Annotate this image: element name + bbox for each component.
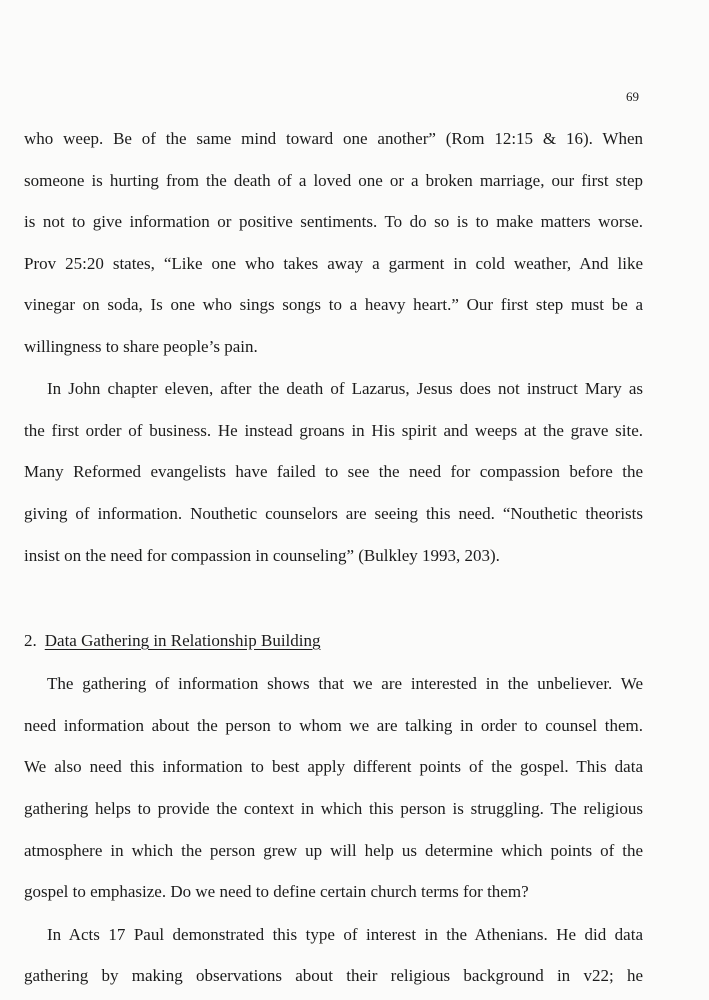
text-line: the first order of business. He instead groans in His spirit and weeps at the grave site. bbox=[24, 421, 643, 440]
text-line: gospel to emphasize. Do we need to define certain church terms for them? bbox=[24, 882, 529, 901]
text-line: who weep. Be of the same mind toward one another” (Rom 12:15 & 16). When bbox=[24, 129, 643, 148]
text-line: someone is hurting from the death of a loved one or a broken marriage, our first step bbox=[24, 171, 643, 190]
text-line: gathering helps to provide the context in which this person is struggling. The religious bbox=[24, 799, 643, 818]
page-number: 69 bbox=[626, 89, 639, 104]
text-line: insist on the need for compassion in counseling” (Bulkley 1993, 203). bbox=[24, 546, 500, 565]
text-line: need information about the person to whom we are talking in order to counsel them. bbox=[24, 716, 643, 735]
section-heading bbox=[24, 630, 321, 652]
text-line: The gathering of information shows that we are interested in the unbeliever. We bbox=[47, 674, 643, 693]
text-line: Prov 25:20 states, “Like one who takes away a garment in cold weather, And like bbox=[24, 254, 643, 273]
text-line: gathering by making observations about their religious background in v22; he bbox=[24, 966, 643, 985]
text-line: We also need this information to best apply different points of the gospel. This data bbox=[24, 757, 643, 776]
text-line: Many Reformed evangelists have failed to see the need for compassion before the bbox=[24, 462, 643, 481]
text-line: vinegar on soda, Is one who sings songs to a heavy heart.” Our first step must be a bbox=[24, 295, 643, 314]
text-line: In John chapter eleven, after the death of Lazarus, Jesus does not instruct Mary as bbox=[47, 379, 643, 398]
section-number: 2. bbox=[24, 631, 37, 650]
text-line: willingness to share people’s pain. bbox=[24, 337, 258, 356]
text-line: giving of information. Nouthetic counselors are seeing this need. “Nouthetic theorists bbox=[24, 504, 643, 523]
text-line: In Acts 17 Paul demonstrated this type of interest in the Athenians. He did data bbox=[47, 925, 643, 944]
text-line: atmosphere in which the person grew up will help us determine which points of the bbox=[24, 841, 643, 860]
section-title: Data Gathering in Relationship Building bbox=[44, 631, 321, 650]
text-line: is not to give information or positive sentiments. To do so is to make matters worse. bbox=[24, 212, 643, 231]
